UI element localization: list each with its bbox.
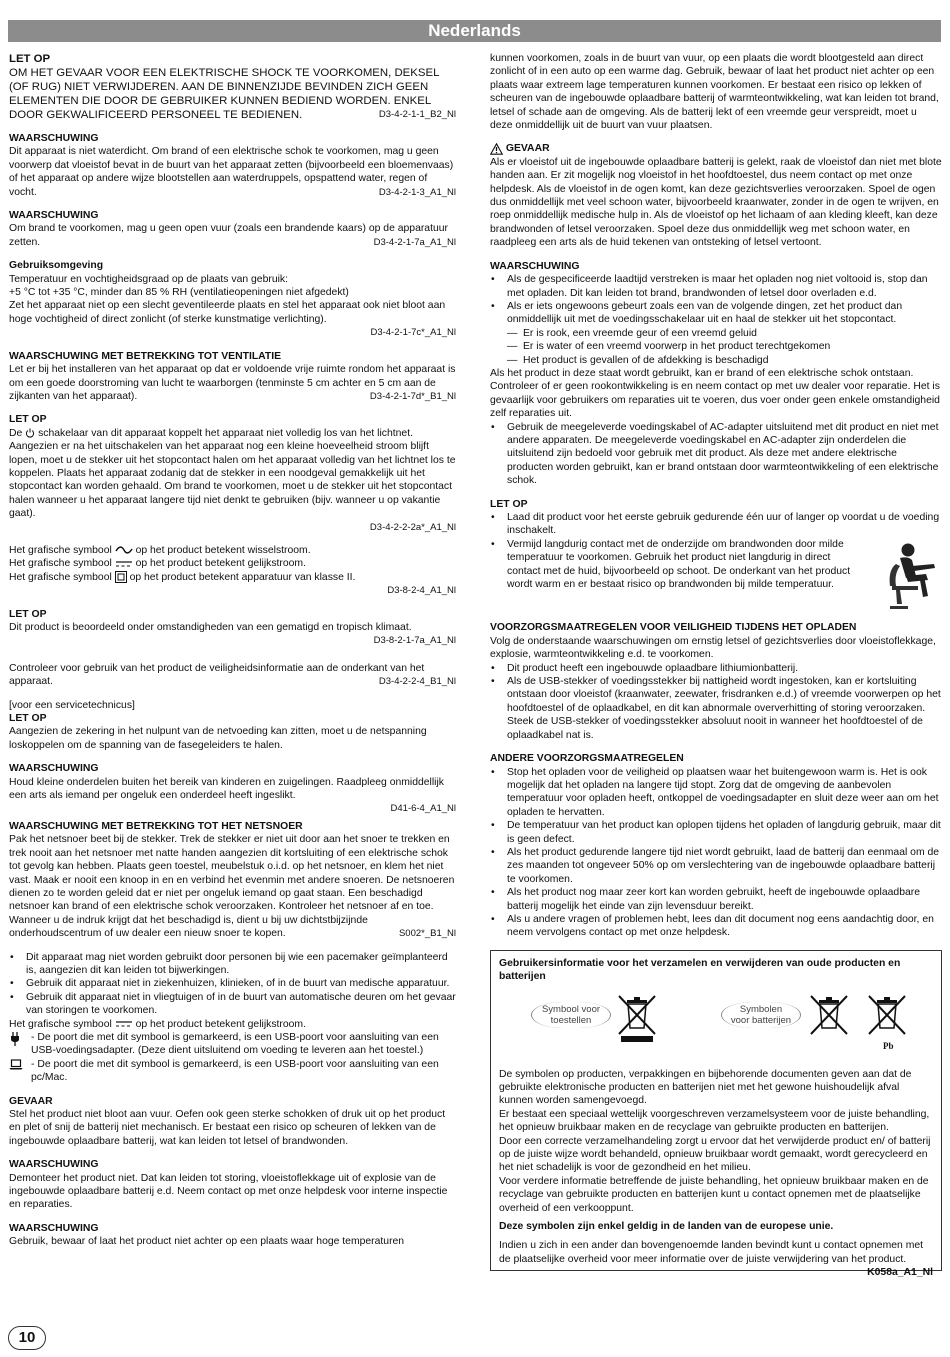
list-item: • Laad dit product voor het eerste gebruik gedurende één uur of langer op voordat u de voeding inschakelt.	[490, 511, 942, 538]
list-item: • Dit product heeft een ingebouwde oplaadbare lithiumionbatterij.	[490, 662, 942, 675]
section-danger-fire	[9, 1095, 456, 1149]
section-climate	[9, 608, 456, 648]
class-ii-icon	[115, 571, 127, 583]
charging-bullet-list	[490, 662, 942, 742]
page-number: 10	[8, 1326, 46, 1350]
section-other-precautions	[490, 752, 942, 940]
other-precautions-list	[490, 766, 942, 940]
reference-code: D3-4-2-2-4_B1_Nl	[378, 676, 456, 688]
disposal-eu-note: Deze symbolen zijn enkel geldig in de landen van de europese unie.	[499, 1221, 834, 1233]
section-warning-fire	[9, 209, 456, 249]
section-heading	[490, 142, 942, 155]
warning-text: Om brand te voorkomen, mag u geen open vuur (zoals een brandende kaars) op de apparatuur zetten.	[9, 223, 448, 248]
list-item: • Als het product nog maar zeer kort kan worden gebruikt, heeft de ingebouwde oplaadbare batterij mogelijk het einde van zijn levensduur bereikt.	[490, 886, 942, 913]
dc-current-icon	[115, 560, 133, 568]
disposal-text-2: Er bestaat een speciaal wettelijk voorgeschreven verzamelsysteem voor de juiste behandling, het opnieuw bruikbaar maken en de recyclage van gebruikte producten en batterijen.	[499, 1108, 930, 1134]
section-heading: LET OP	[9, 713, 47, 725]
battery-symbol-label: Symbolen voor batterijen	[721, 1002, 801, 1028]
caution-text: OM HET GEVAAR VOOR EEN ELEKTRISCHE SHOCK TE VOORKOMEN, DEKSEL (OF RUG) NIET VERWIJDEREN. AAN DE BINNENZIJDE BEVINDEN ZICH GEEN ELEMENTEN DIE DOOR DE GEBRUIKER KUNNEN BEDIEND WORDEN. ENKEL DOOR GEKWALIFICEERD PERSONEEL TE BEDIENEN.	[9, 67, 439, 121]
section-heading: WAARSCHUWING	[9, 1222, 99, 1234]
disposal-text-1: De symbolen op producten, verpakkingen en bijbehorende documenten geven aan dat de gebruikte elektronische producten en batterijen niet met het gewone huishoudelijk afval kunnen worden samengevoegd.	[499, 1068, 912, 1107]
charging-intro: Volg de onderstaande waarschuwingen om ernstig letsel of gezichtsverlies door vloeistoflekkage, explosie, warmteontwikkeling e.d. te voorkomen.	[490, 635, 936, 661]
section-heading: WAARSCHUWING MET BETREKKING TOT HET NETSNOER	[9, 820, 303, 832]
section-warning-water	[9, 132, 456, 199]
section-heading: GEVAAR	[9, 1095, 53, 1107]
caution-bullet-list	[490, 511, 942, 591]
dc-text-a: Het grafische symbool	[9, 1018, 112, 1030]
pb-label: Pb	[883, 1040, 894, 1051]
ventilation-text: Let er bij het installeren van het apparaat op dat er voldoende vrije ruimte rondom het apparaat is om een goede doorstroming van lucht te waarborgen (tenminste 5 cm achter en 5 cm aan de zijkanten van het apparaat).	[9, 364, 456, 402]
crossed-bin-battery-pb-icon	[867, 992, 907, 1044]
service-label: [voor een servicetechnicus]	[9, 699, 135, 711]
disposal-info-box	[490, 950, 942, 1279]
adapter-bullet-list	[490, 421, 942, 488]
power-cord-text: Pak het netsnoer beet bij de stekker. Trek de stekker er niet uit door aan het snoer te trekken en trek nooit aan het netsnoer met natte handen aangezien dit kortsluiting of een elektrische schok tot gevolg kan hebben. Plaats geen toestel, meubelstuk o.i.d. op het netsnoer, en klem het niet vast. Maak er nooit een knoop in en en verbind het evenmin met andere snoeren. De netsnoeren dienen zo te worden geleid dat er niet per ongeluk iemand op gaat staan. Een beschadigd netsnoer kan brand of een elektrische schok veroorzaken. Kontroleer het netsnoer af en toe. Wanneer u de indruk krijgt dat het beschadigd is, dient u bij uw dichtstbijzijnde onderhoudscentrum of uw dealer een nieuw snoer te kopen.	[9, 834, 455, 940]
section-text	[9, 66, 456, 122]
section-power-cord	[9, 820, 456, 941]
service-text: Aangezien de zekering in het nulpunt van de netvoeding kan zitten, moet u de netspanning loskoppelen om de spanning van de fasegeleiders te halen.	[9, 726, 427, 751]
list-item: • De temperatuur van het product kan oplopen tijdens het opladen of langdurig gebruik, maar dit is geen defect.	[490, 819, 942, 846]
right-column	[490, 52, 942, 1280]
section-heading: LET OP	[9, 414, 47, 426]
section-caution-charge	[490, 498, 942, 592]
section-heading: WAARSCHUWING	[9, 133, 99, 144]
reference-code: D3-4-2-1-1_B2_Nl	[378, 109, 456, 120]
list-item-text: Als er iets ongewoons gebeurt zoals een van de volgende dingen, zet het product dan onmiddellijk uit met de voedingsschakelaar uit en haal de stekker uit het stopcontact.	[507, 300, 903, 326]
section-small-parts	[9, 762, 456, 816]
list-item: • Gebruik de meegeleverde voedingskabel of AC-adapter uitsluitend met dit product en niet met andere apparaten. De meegeleverde voedingskabel en AC-adapter zijn onderdelen die uitsluitend zijn bedoeld voor gebruik met dit product. Als deze met andere elektrische producten worden gebruikt, kan er brand ontstaan door warmteontwikkeling of een elektrische schok.	[490, 421, 942, 488]
section-heading: LET OP	[9, 53, 51, 65]
dc-current-icon	[115, 1020, 133, 1028]
person-lap-icon	[878, 542, 940, 614]
section-heading: WAARSCHUWING	[9, 763, 99, 775]
left-column	[9, 52, 456, 1259]
class2-text-a: Het grafische symbool	[9, 571, 112, 583]
temperature-text: Gebruik, bewaar of laat het product niet achter op een plaats waar hoge temperaturen	[9, 1236, 405, 1248]
list-item: — Het product is gevallen of de afdekking is beschadigd	[507, 354, 942, 367]
section-text	[9, 145, 456, 199]
env-text-1: Temperatuur en vochtigheidsgraad op de plaats van gebruik:	[9, 273, 288, 285]
list-item: • Als de gespecificeerde laadtijd verstreken is maar het opladen nog niet voltooid is, stop dan met opladen. Dit kan leiden tot brand, brandwonden of letsel door overladen e.d.	[490, 273, 942, 300]
reference-code: D41-6-4_A1_Nl	[390, 803, 456, 815]
reference-code: S002*_B1_Nl	[398, 928, 456, 940]
reference-code: D3-4-2-1-3_A1_Nl	[378, 186, 456, 198]
crossed-bin-battery-icon	[809, 992, 849, 1044]
product-symbol-label: Symbool voor toestellen	[531, 1002, 611, 1028]
section-usb-ports	[9, 1018, 456, 1085]
section-standby-switch	[9, 413, 456, 534]
warning-text: Dit apparaat is niet waterdicht. Om brand of een elektrische schok te voorkomen, mag u geen voorwerp dat vloeistof bevat in de buurt van het apparaat zetten (bijvoorbeeld een bloemenvaas) of het apparaat op andere wijze blootstellen aan waterdruppels, opspattend water, regen of vocht.	[9, 146, 454, 198]
disposal-text-3: Door een correcte verzamelhandeling zorgt u ervoor dat het verwijderde product en/ of batterij op de juiste wijze wordt behandeld, opnieuw bruikbaar wordt gemaakt, wordt gerecycleerd en het niet schadelijk is voor de gezondheid en het milieu.	[499, 1135, 931, 1174]
disposal-text-4: Voor verdere informatie betreffende de juiste behandling, het opnieuw bruikbaar maken en de recyclage van gebruikte producten en batterijen kunt u contact opnemen met de plaatselijke overheid of een verkooppunt.	[499, 1175, 929, 1214]
disposal-symbols-row	[499, 990, 933, 1062]
class2-text-b: op het product betekent apparatuur van klasse II.	[129, 571, 356, 583]
reference-code: K058a_A1_Nl	[867, 1267, 933, 1279]
list-item: • Dit apparaat mag niet worden gebruikt door personen bij wie een pacemaker geïmplanteerd is, aangezien dit kan leiden tot bijwerkingen.	[9, 951, 456, 978]
dc-text-a: Het grafische symbool	[9, 558, 112, 570]
warning-bullet-list	[490, 273, 942, 327]
section-service-tech	[9, 699, 456, 753]
disassemble-text: Demonteer het product niet. Dat kan leiden tot storing, vloeistoflekkage uit of explosie van de ingebouwde oplaadbare batterij e.d. Neem contact op met onze helpdesk voor interne inspectie en reparaties.	[9, 1172, 448, 1211]
small-parts-text: Houd kleine onderdelen buiten het bereik van kinderen en zuigelingen. Raadpleeg onmiddellijk een arts als iemand per ongeluk een onderdeel heeft ingeslikt.	[9, 776, 444, 802]
danger-leak-text: Als er vloeistof uit de ingebouwde oplaadbare batterij is gelekt, raak de vloeistof dan niet met blote handen aan. Er zit mogelijk nog vloeistof in het hoofdtoestel, dus neem contact op met onze helpdesk. Als de vloeistof in de ogen komt, kan deze gezichtsverlies veroorzaken. Spoel de ogen dus onmiddellijk met veel schoon water, bijvoorbeeld kraanwater, zonder in de ogen te wrijven, en roep onmiddellijk medische hulp in. Als de vloeistof op het lichaam of aan kleding kleeft, kan deze brandwonden of letsel veroorzaken. Spoel deze dus onmiddellijk weg met schoon water, en raadpleeg een arts als de huid tekenen van ontsteking of letsel vertoont.	[490, 156, 942, 249]
reference-code: D3-8-2-1-7a_A1_Nl	[373, 635, 456, 647]
reference-code: D3-8-2-4_A1_Nl	[387, 585, 456, 597]
language-banner: Nederlands	[8, 20, 941, 42]
section-text	[9, 427, 456, 521]
reference-code: D3-4-2-1-7c*_A1_Nl	[370, 327, 456, 339]
dc-symbol-line	[9, 557, 456, 570]
section-text	[9, 662, 456, 689]
section-heading: WAARSCHUWING	[9, 1159, 99, 1171]
switch-text-a: De	[9, 427, 23, 439]
section-heading: Gebruiksomgeving	[9, 260, 104, 272]
section-heading: WAARSCHUWING	[9, 210, 99, 222]
danger-text: Stel het product niet bloot aan vuur. Oefen ook geen sterke schokken of druk uit op het product en plet of snij de batterij niet mechanisch. Er bestaat een risico op scheuren of lekken van de ingebouwde oplaadbare batterij, wat kan leiden tot letsel of brandwonden.	[9, 1109, 446, 1147]
env-text-2: +5 °C tot +35 °C, minder dan 85 % RH (ventilatieopeningen niet afgedekt)	[9, 287, 349, 299]
list-item: • Stop het opladen voor de veiligheid op plaatsen waar het buitengewoon warm is. Het is ook mogelijk dat het opladen na langere tijd stopt. Zorg dat de omgeving de aanbevolen temperatuur voor opladen heeft, ontkoppel de voedingsadapter en sluit deze weer aan om het opladen te hervatten.	[490, 766, 942, 820]
reference-code: D3-4-2-1-7a_A1_Nl	[373, 236, 456, 248]
section-warning-charging	[490, 260, 942, 488]
list-item: — Er is water of een vreemd voorwerp in het product terechtgekomen	[507, 340, 942, 353]
continued-text: kunnen voorkomen, zoals in de buurt van vuur, op een plaats die wordt blootgesteld aan direct zonlicht of in een auto op een warme dag. Gebruik, bewaar of laat het product niet achter op een plaats waar extreem lage temperaturen kunnen voorkomen. Er bestaat een risico op lekken of scheuren van de ingebouwde oplaadbare batterij of warmteontwikkeling, wat kan leiden tot brand, letsel of schade aan de omgeving. Als de batterij lekt of een vreemde geur verspreidt, moet u deze onmiddellijk uit de buurt van vuur plaatsen.	[490, 53, 939, 132]
usb-power-port-row	[9, 1031, 456, 1058]
list-item: • Vermijd langdurig contact met de onderzijde om brandwonden door milde temperatuur te voorkomen. Gebruik het product niet langdurig in direct contact met de huid, bijvoorbeeld op schoot. De onderkant van het product wordt warm en er bestaat risico op brandwonden bij milde temperatuur.	[490, 538, 942, 592]
section-warning-temperature	[9, 1222, 456, 1249]
disposal-text-5	[499, 1239, 933, 1279]
dc-symbol-line	[9, 1018, 456, 1031]
danger-heading-text: GEVAAR	[505, 143, 550, 155]
section-heading: VOORZORGSMAATREGELEN VOOR VEILIGHEID TIJDENS HET OPLADEN	[490, 622, 857, 634]
section-text	[9, 222, 456, 249]
disposal-text-5-body: Indien u zich in een ander dan bovengenoemde landen bevindt kunt u contact opnemen met de plaatselijke overheid voor meer informatie over de juiste verwijdering van het product.	[499, 1240, 924, 1265]
usage-bullet-list	[9, 951, 456, 1018]
section-symbols	[9, 544, 456, 598]
section-text	[9, 833, 456, 940]
section-danger-leak	[490, 142, 942, 249]
usb-pc-port-text: - De poort die met dit symbool is gemarkeerd, is een USB-poort voor aansluiting van een pc/Mac.	[31, 1058, 439, 1084]
dc-text-b: op het product betekent gelijkstroom.	[135, 1018, 306, 1030]
reference-code: D3-4-2-1-7d*_B1_Nl	[369, 390, 456, 402]
section-text	[9, 363, 456, 403]
reference-code: D3-4-2-2-2a*_A1_Nl	[369, 521, 456, 533]
section-warning-disassemble	[9, 1158, 456, 1212]
warning-triangle-icon	[490, 143, 503, 155]
list-item: • Als u andere vragen of problemen hebt, lees dan dit document nog eens aandachtig door, en neem vervolgens contact op met onze helpdesk.	[490, 913, 942, 940]
section-heading: ANDERE VOORZORGSMAATREGELEN	[490, 753, 684, 765]
safety-info-text: Controleer voor gebruik van het product de veiligheidsinformatie aan de onderkant van het apparaat.	[9, 662, 425, 688]
standby-power-icon	[25, 428, 35, 438]
env-text-3: Zet het apparaat niet op een slecht geventileerde plaats en stel het apparaat ook niet bloot aan hoge vochtigheid of direct zonlicht (of sterke kunstmatige verlichting).	[9, 300, 446, 325]
section-ventilation	[9, 350, 456, 404]
usb-pc-port-row	[9, 1058, 456, 1085]
list-item: • Gebruik dit apparaat niet in vliegtuigen of in de buurt van automatische deuren om het gevaar van storingen te voorkomen.	[9, 991, 456, 1018]
abnormal-conditions-list	[490, 327, 942, 367]
list-item: — Er is rook, een vreemde geur of een vreemd geluid	[507, 327, 942, 340]
ac-current-icon	[115, 546, 133, 554]
section-heading: LET OP	[490, 498, 528, 510]
section-caution-shock	[9, 52, 456, 122]
list-item: • Als het product gedurende langere tijd niet wordt gebruikt, laad de batterij dan eenmaal om de zes maanden tot ongeveer 50% op om verslechtering van de ingebouwde oplaadbare batterij te voorkomen.	[490, 846, 942, 886]
class2-symbol-line	[9, 571, 456, 584]
switch-text-b: schakelaar van dit apparaat koppelt het apparaat niet volledig los van het lichtnet. Aangezien er na het uitschakelen van het apparaat nog een kleine hoeveelheid stroom blijft lopen, moet u de stekker uit het stopcontact halen om het apparaat volledig van het lichtnet los te koppelen. Plaats het apparaat zodanig dat de stekker in een noodgeval gemakkelijk uit het stopcontact kan worden gehaald. Om brand te voorkomen, moet u de stekker uit het stopcontact halen wanneer u het apparaat langere tijd niet denkt te gebruiken (bijv. wanneer u op vakantie gaat).	[9, 427, 456, 520]
section-heading: LET OP	[9, 608, 47, 620]
list-item: • Gebruik dit apparaat niet in ziekenhuizen, klinieken, of in de buurt van medische apparatuur.	[9, 977, 456, 990]
crossed-bin-product-icon	[617, 992, 657, 1044]
repair-text: Als het product in deze staat wordt gebruikt, kan er brand of een elektrische schok ontstaan. Controleer of er geen rookontwikkeling is en neem contact op met uw dealer voor reparatie. Het is gevaarlijk voor gebruikers om reparaties uit te voeren, dus voer onder geen enkele omstandigheid zelf reparaties uit.	[490, 367, 940, 420]
section-safety-info	[9, 662, 456, 689]
usb-power-port-text: - De poort die met dit symbool is gemarkeerd, is een USB-poort voor aansluiting van een USB-voedingsadapter. (Deze dient uitsluitend om voeding te leveren aan het toestel.)	[31, 1031, 439, 1057]
laptop-icon	[9, 1059, 23, 1070]
disposal-title: Gebruikersinformatie voor het verzamelen en verwijderen van oude producten en batterijen	[499, 957, 901, 983]
list-item: • Als de USB-stekker of voedingsstekker bij nattigheid wordt ingestoken, kan er kortsluiting ontstaan door vloeistof (kraanwater, zeewater, frisdranken e.d.) of vreemde voorwerpen op het hoofdtoestel of de oplaadkabel, en dit kan abnormale oververhitting of storing veroorzaken. Steek de USB-stekker of voedingsstekker absoluut nooit in wanneer het hoofdtoestel of de oplaadkabel nat is.	[490, 675, 942, 742]
section-heading: WAARSCHUWING	[490, 260, 580, 272]
dc-text-b: op het product betekent gelijkstroom.	[135, 558, 306, 570]
ac-text-a: Het grafische symbool	[9, 544, 112, 556]
ac-text-b: op het product betekent wisselstroom.	[135, 544, 311, 556]
section-operating-environment	[9, 259, 456, 339]
power-plug-icon	[9, 1032, 21, 1046]
section-temperature-continued	[490, 52, 942, 132]
climate-text: Dit product is beoordeeld onder omstandigheden van een gematigd en tropisch klimaat.	[9, 622, 412, 633]
section-heading: WAARSCHUWING MET BETREKKING TOT VENTILATIE	[9, 350, 282, 362]
ac-symbol-line	[9, 544, 456, 557]
list-item	[490, 300, 942, 327]
section-charging-safety	[490, 621, 942, 742]
